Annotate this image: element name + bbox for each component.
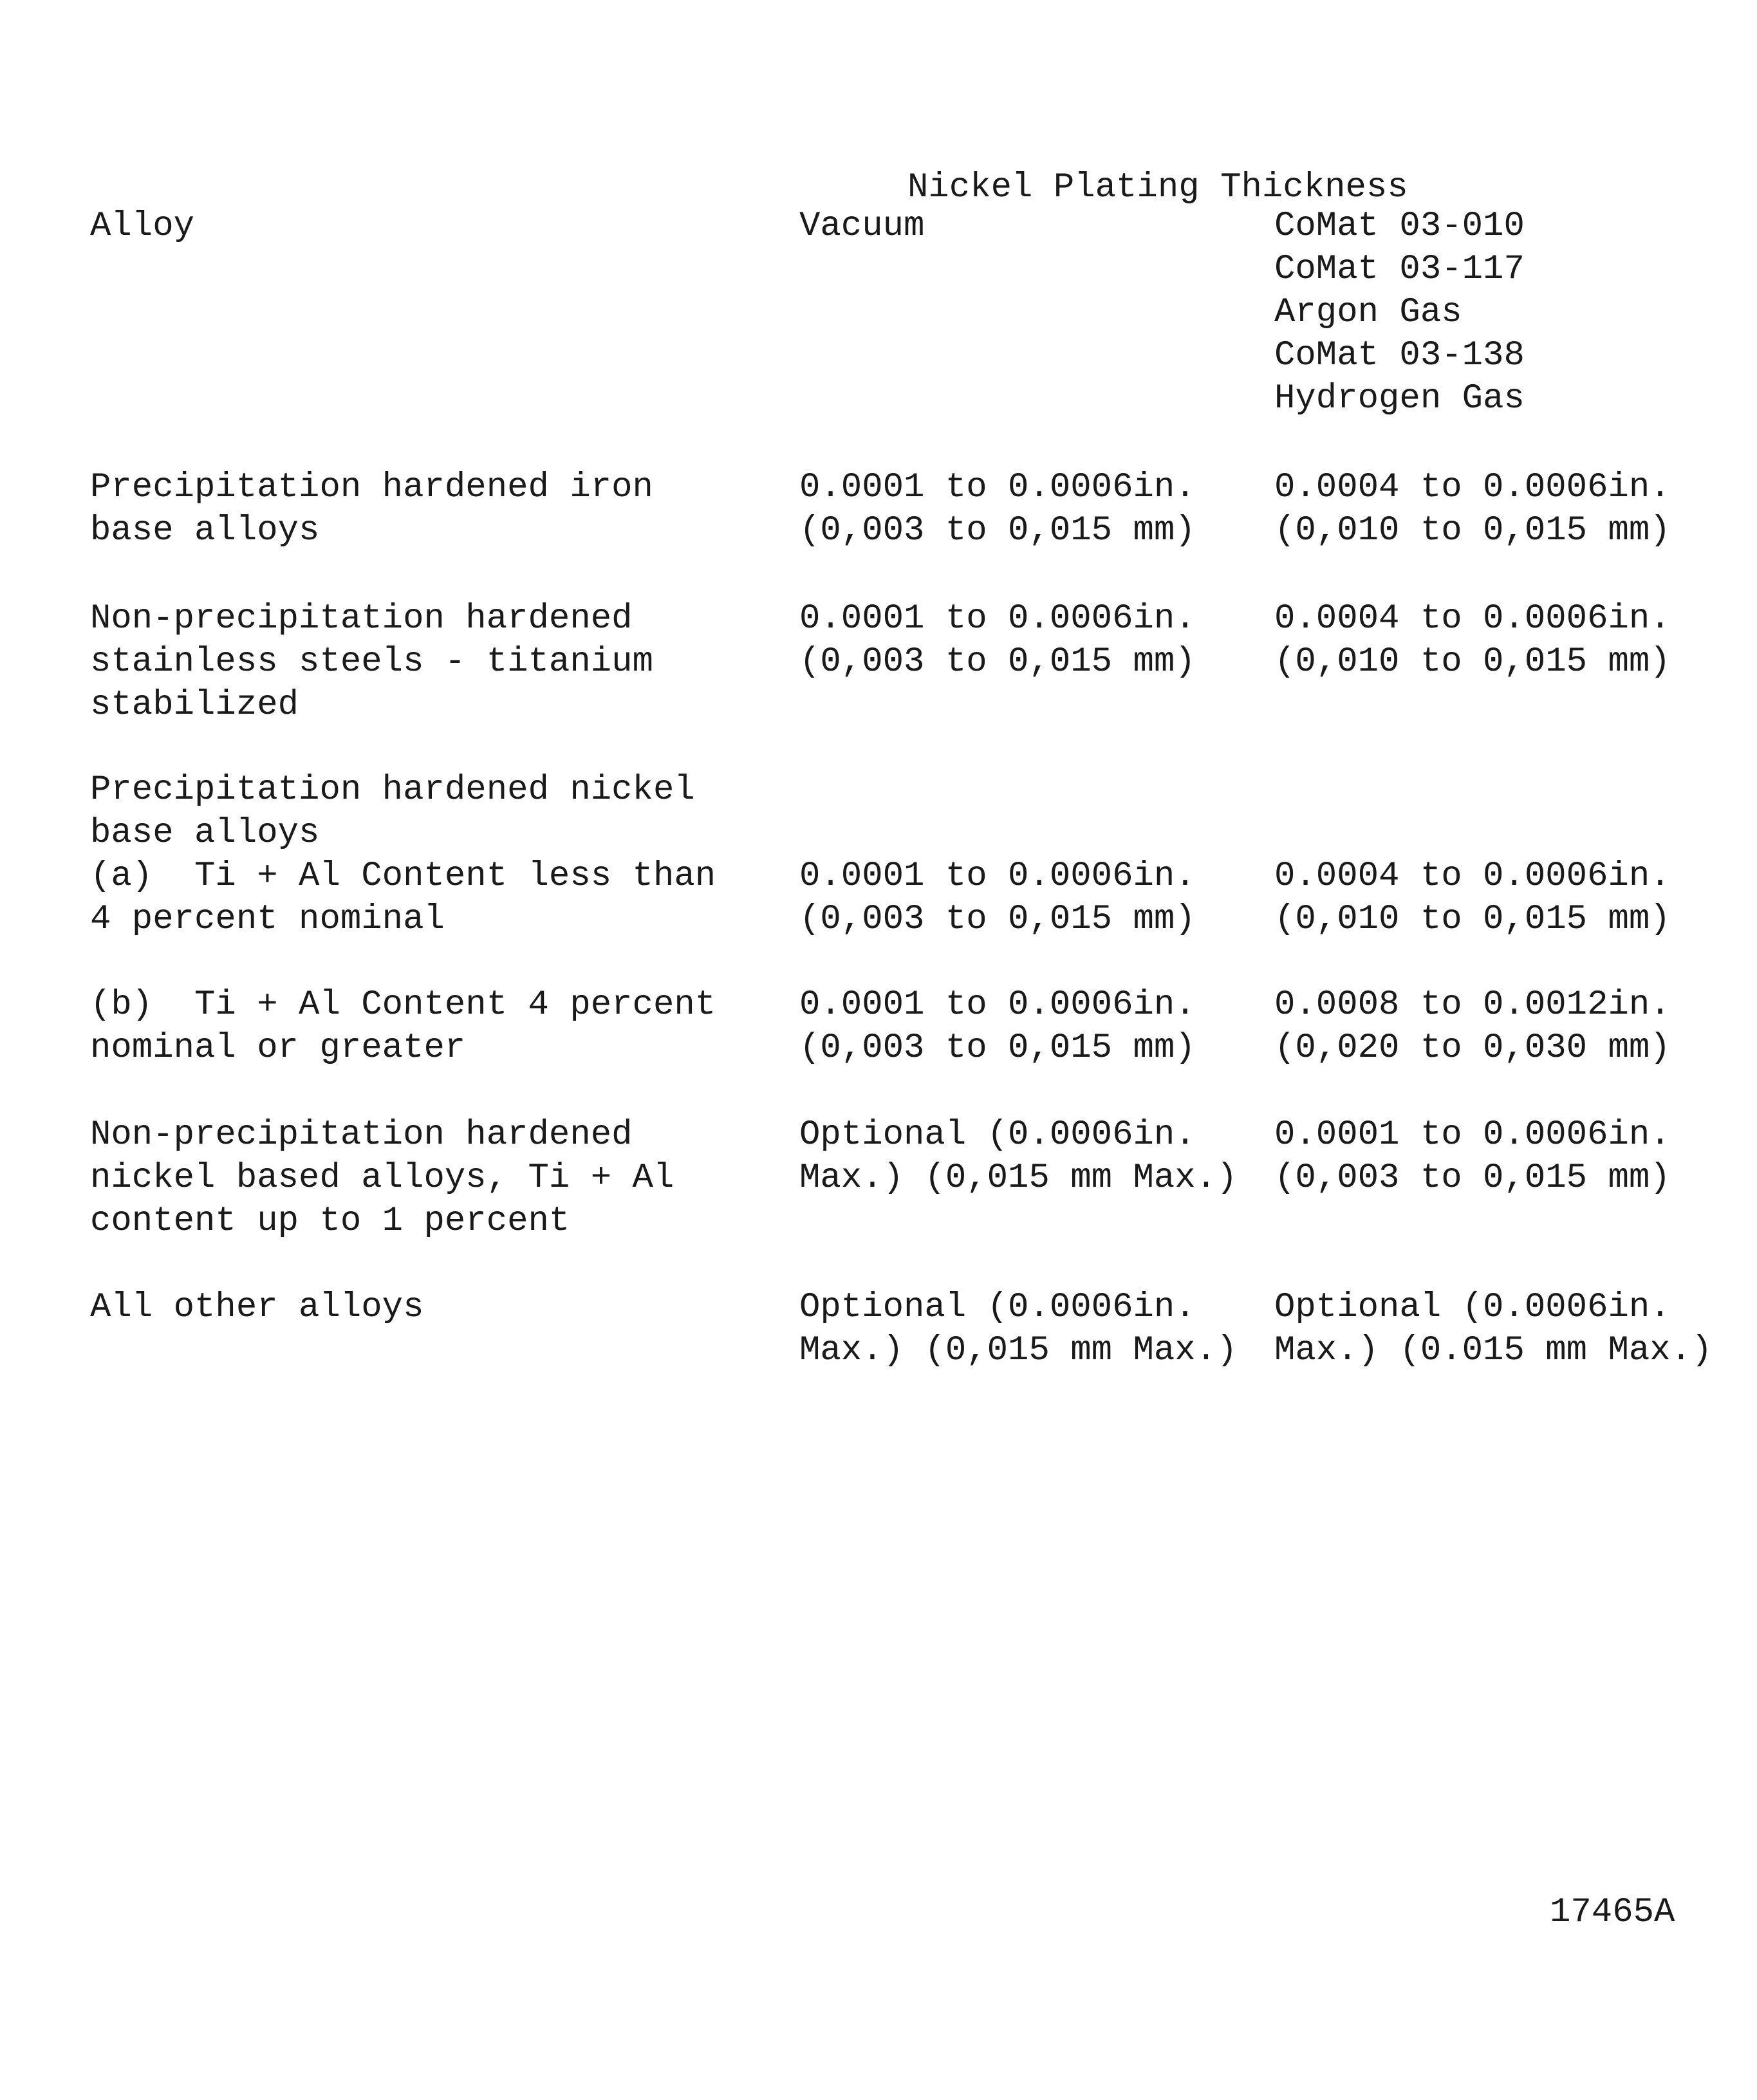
table-row-alloy (90, 768, 695, 855)
alloy-line: (b) Ti + Al Content 4 percent (90, 985, 716, 1025)
header-gas-line: Argon Gas (1274, 293, 1462, 332)
table-row-vacuum (799, 597, 1196, 683)
gas-line: 0.0004 to 0.0006in. (1274, 468, 1671, 507)
table-row-gas (1274, 597, 1671, 683)
vacuum-line: Optional (0.0006in. (799, 1288, 1196, 1327)
group-title: Nickel Plating Thickness (907, 168, 1408, 207)
table-row-alloy (90, 1113, 674, 1243)
alloy-line: base alloys (90, 511, 320, 550)
alloy-line: Precipitation hardened iron (90, 468, 653, 507)
table-row-vacuum (799, 983, 1196, 1070)
alloy-line: All other alloys (90, 1288, 424, 1327)
table-row-gas (1274, 983, 1671, 1070)
table-row-alloy (90, 1286, 423, 1329)
gas-line: 0.0001 to 0.0006in. (1274, 1115, 1671, 1155)
table-row-vacuum (799, 1286, 1238, 1372)
vacuum-line: 0.0001 to 0.0006in. (799, 468, 1196, 507)
header-gas-line: CoMat 03-117 (1274, 250, 1525, 289)
table-row-alloy (90, 983, 716, 1070)
table-row-vacuum (799, 1113, 1238, 1200)
vacuum-line: (0,003 to 0,015 mm) (799, 511, 1196, 550)
vacuum-line: 0.0001 to 0.0006in. (799, 857, 1196, 896)
gas-line: Max.) (0.015 mm Max.) (1274, 1331, 1713, 1370)
header-gas (1274, 205, 1525, 420)
gas-line: 0.0004 to 0.0006in. (1274, 857, 1671, 896)
vacuum-line: (0,003 to 0,015 mm) (799, 1028, 1196, 1068)
alloy-line: nickel based alloys, Ti + Al (90, 1158, 674, 1198)
alloy-line: (a) Ti + Al Content less than (90, 857, 716, 896)
table-row-gas (1274, 855, 1671, 941)
header-vacuum: Vacuum (799, 207, 925, 246)
header-gas-line: CoMat 03-010 (1274, 207, 1525, 246)
vacuum-line: 0.0001 to 0.0006in. (799, 599, 1196, 638)
alloy-line: base alloys (90, 813, 320, 853)
vacuum-line: (0,003 to 0,015 mm) (799, 900, 1196, 939)
alloy-line: content up to 1 percent (90, 1202, 570, 1241)
table-row-alloy (90, 597, 653, 727)
header-alloy: Alloy (90, 207, 195, 246)
table-row-gas (1274, 466, 1671, 552)
gas-line: (0,010 to 0,015 mm) (1274, 900, 1671, 939)
vacuum-line: Optional (0.0006in. (799, 1115, 1196, 1155)
gas-line: (0,010 to 0,015 mm) (1274, 511, 1671, 550)
vacuum-line: Max.) (0,015 mm Max.) (799, 1331, 1238, 1370)
vacuum-line: 0.0001 to 0.0006in. (799, 985, 1196, 1025)
table-row-gas (1274, 1113, 1671, 1200)
table-row-alloy (90, 466, 653, 552)
table-row-vacuum (799, 466, 1196, 552)
document-number: 17465A (1550, 1893, 1675, 1932)
alloy-line: 4 percent nominal (90, 900, 445, 939)
gas-line: (0,020 to 0,030 mm) (1274, 1028, 1671, 1068)
alloy-line: Precipitation hardened nickel (90, 770, 695, 810)
table-row-vacuum (799, 855, 1196, 941)
vacuum-line: Max.) (0,015 mm Max.) (799, 1158, 1238, 1198)
gas-line: (0,010 to 0,015 mm) (1274, 642, 1671, 682)
gas-line: 0.0008 to 0.0012in. (1274, 985, 1671, 1025)
alloy-line: Non-precipitation hardened (90, 1115, 633, 1155)
alloy-line: stainless steels - titanium (90, 642, 653, 682)
header-gas-line: Hydrogen Gas (1274, 379, 1525, 418)
gas-line: Optional (0.0006in. (1274, 1288, 1671, 1327)
alloy-line: stabilized (90, 685, 299, 725)
alloy-line: nominal or greater (90, 1028, 466, 1068)
header-gas-line: CoMat 03-138 (1274, 336, 1525, 375)
gas-line: (0,003 to 0,015 mm) (1274, 1158, 1671, 1198)
table-row-gas (1274, 1286, 1713, 1372)
table-row-alloy (90, 855, 716, 941)
alloy-line: Non-precipitation hardened (90, 599, 633, 638)
vacuum-line: (0,003 to 0,015 mm) (799, 642, 1196, 682)
gas-line: 0.0004 to 0.0006in. (1274, 599, 1671, 638)
